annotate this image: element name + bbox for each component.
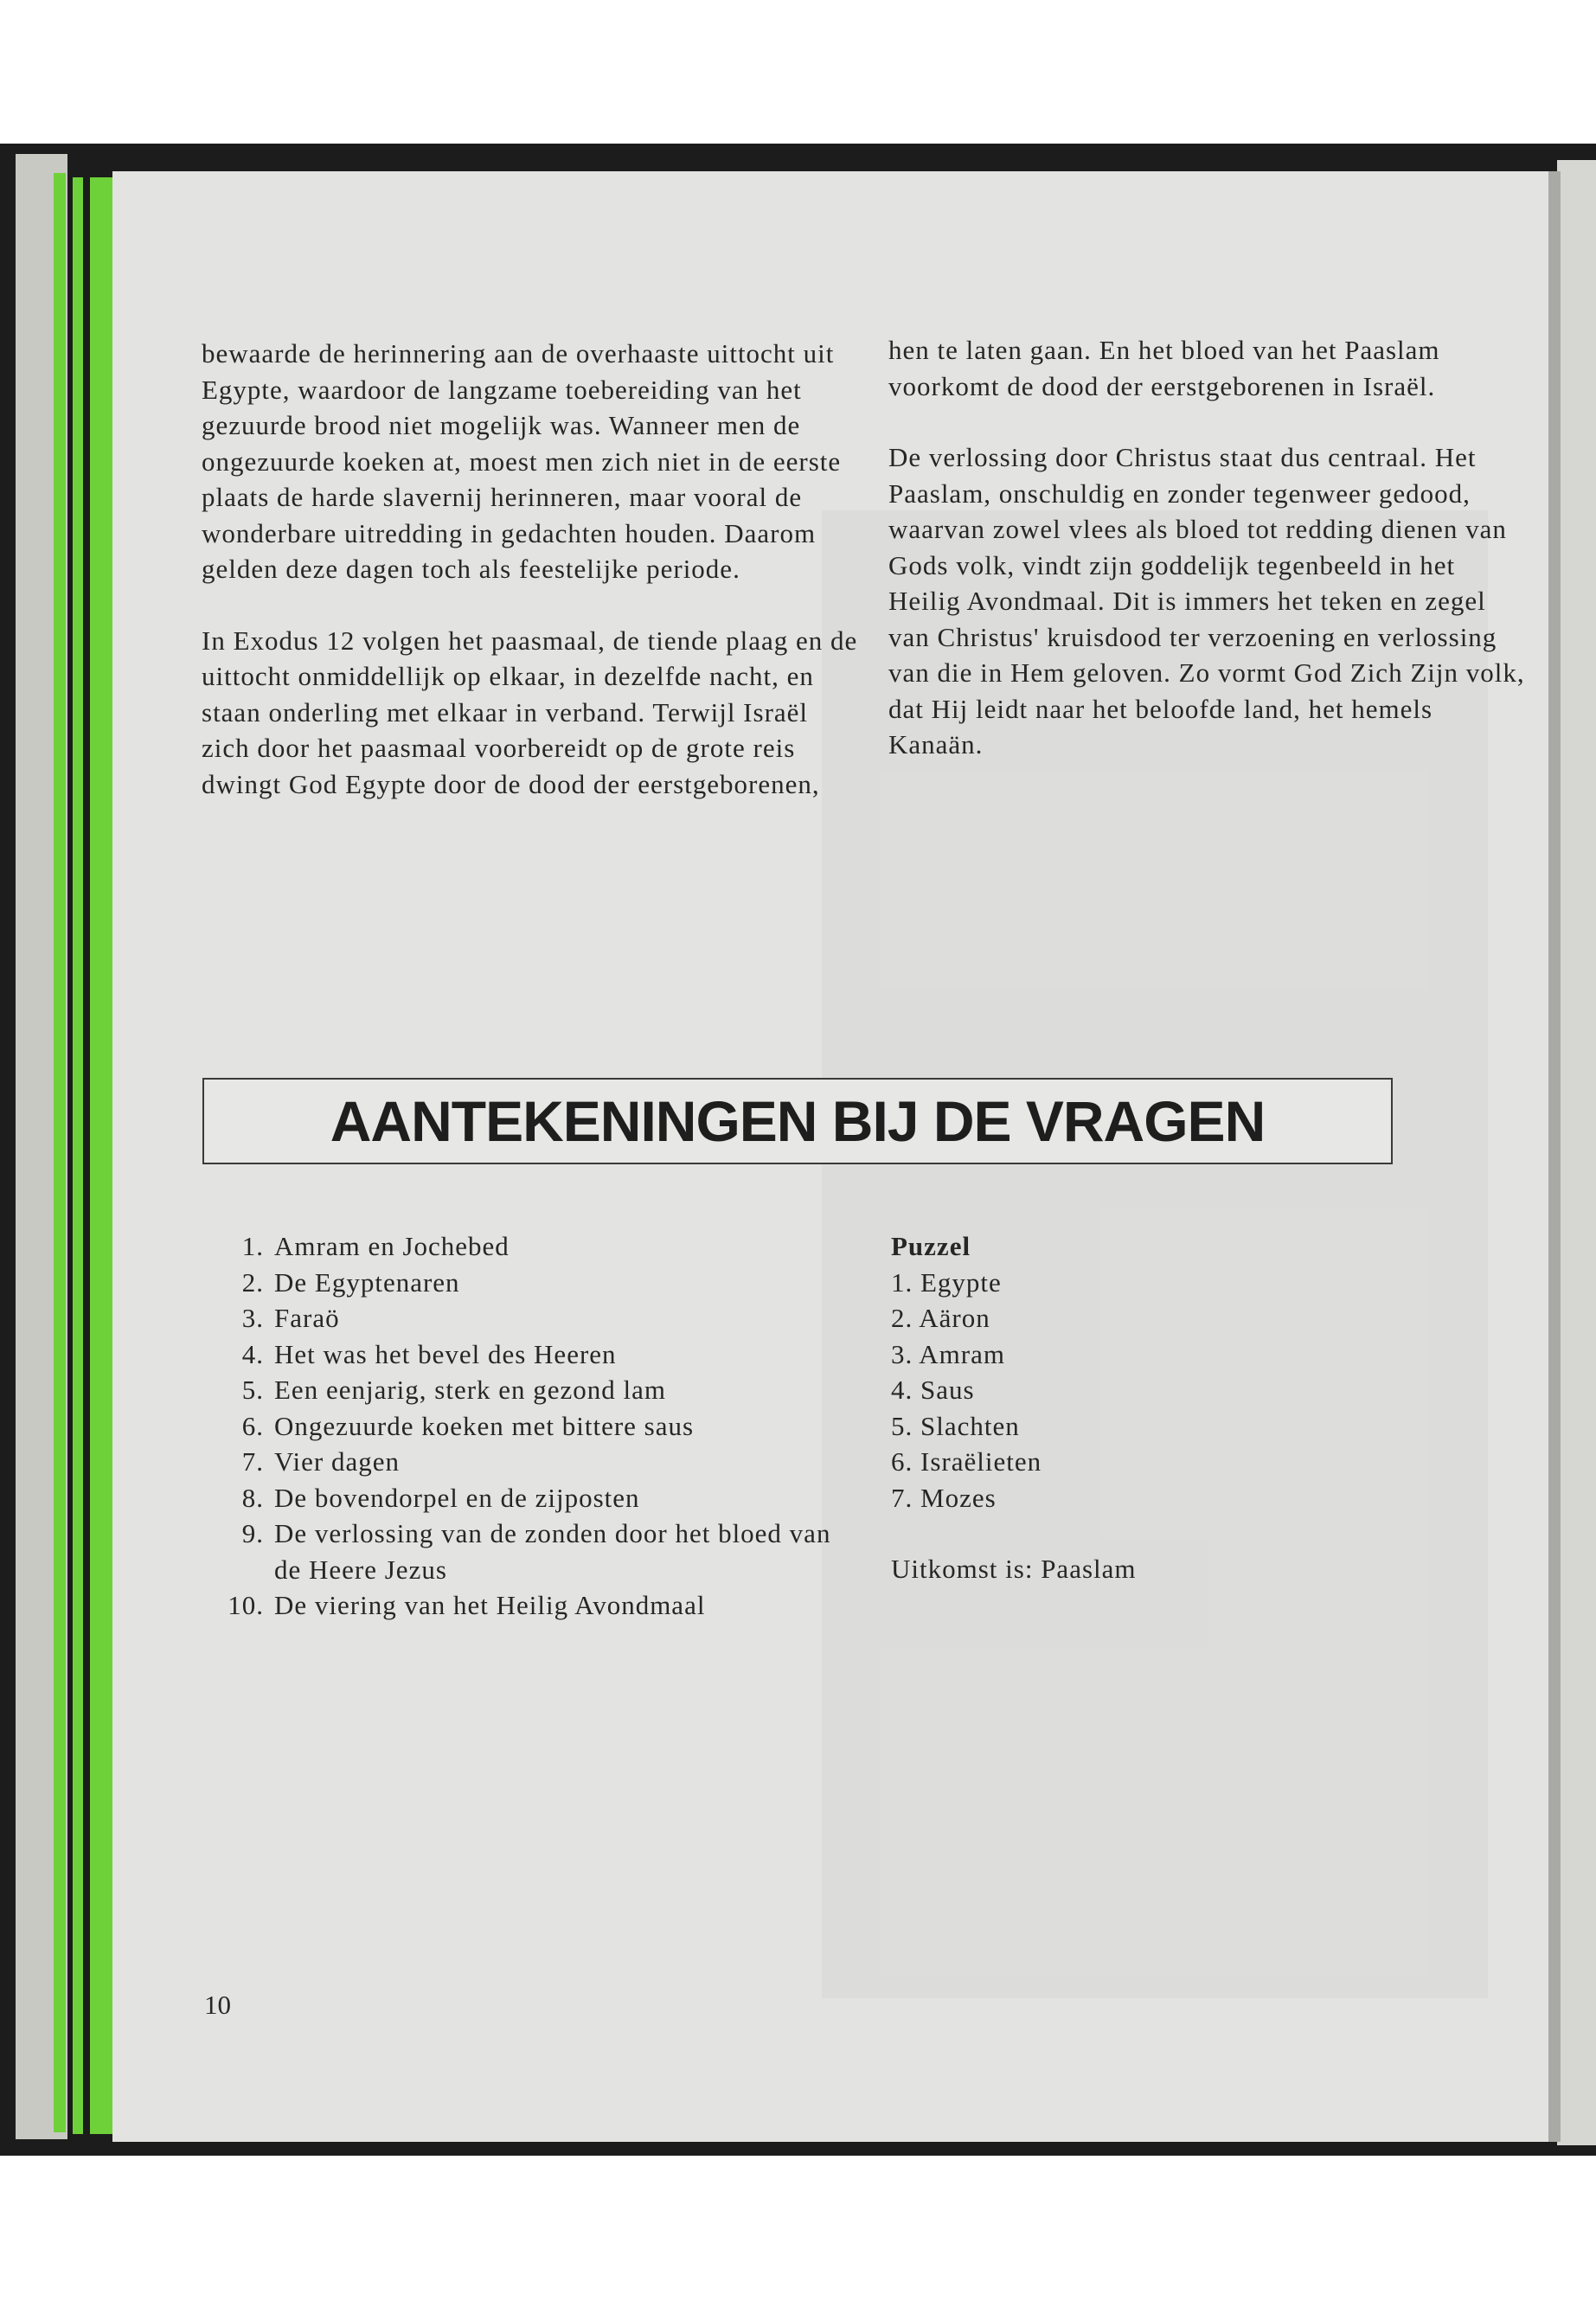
answer-number: 10. bbox=[228, 1590, 264, 1620]
right-paragraph-1: hen te laten gaan. En het bloed van het Paaslam voorkomt de dood der eerstgeborenen in Israël. bbox=[888, 335, 1440, 401]
answer-text: De viering van het Heilig Avondmaal bbox=[274, 1590, 706, 1620]
green-tab-edge-2 bbox=[73, 177, 83, 2134]
puzzle-block bbox=[891, 1228, 1324, 1587]
answer-text: Amram en Jochebed bbox=[274, 1231, 510, 1261]
answer-item bbox=[202, 1587, 859, 1624]
puzzle-item: 5. Slachten bbox=[891, 1410, 1020, 1441]
answer-number: 5. bbox=[241, 1375, 264, 1405]
answer-number: 1. bbox=[241, 1231, 264, 1261]
answer-text: Vier dagen bbox=[274, 1446, 400, 1477]
answer-number: 6. bbox=[241, 1410, 264, 1441]
answer-text: De verlossing van de zonden door het bloed van de Heere Jezus bbox=[274, 1518, 831, 1585]
answer-item bbox=[202, 1228, 859, 1265]
answer-text: Faraö bbox=[274, 1303, 340, 1333]
answer-number: 4. bbox=[241, 1338, 264, 1369]
green-tab-edge-1 bbox=[54, 173, 66, 2132]
answer-text: Ongezuurde koeken met bittere saus bbox=[274, 1410, 695, 1441]
answer-item bbox=[202, 1336, 859, 1373]
answer-text: Een eenjarig, sterk en gezond lam bbox=[274, 1375, 667, 1405]
answer-text: De bovendorpel en de zijposten bbox=[274, 1482, 640, 1513]
answer-number: 3. bbox=[241, 1303, 264, 1333]
puzzle-item: 4. Saus bbox=[891, 1375, 975, 1405]
puzzle-item: 7. Mozes bbox=[891, 1482, 997, 1513]
left-column-text bbox=[202, 336, 859, 837]
left-paragraph-1: bewaarde de herinnering aan de overhaaste uittocht uit Egypte, waardoor de langzame toebereiding van het gezuurde brood niet mogelijk was. Wanneer men de ongezuurde koeken at, moest men zich niet in de eerste plaats de harde slavernij herinneren, maar vooral de wonderbare uitredding in gedachten houden. Daarom gelden deze dagen toch als feestelijke periode. bbox=[202, 338, 842, 584]
answer-text: De Egyptenaren bbox=[274, 1266, 460, 1298]
next-page-edge bbox=[1557, 160, 1596, 2145]
answer-number: 7. bbox=[241, 1446, 264, 1477]
puzzle-item: 3. Amram bbox=[891, 1338, 1005, 1369]
answers-list bbox=[202, 1228, 859, 1624]
answer-item bbox=[202, 1372, 859, 1408]
left-paragraph-2: In Exodus 12 volgen het paasmaal, de tiende plaag en de uittocht onmiddellijk op elkaar, in dezelfde nacht, en staan onderling met elkaar in verband. Terwijl Israël zich door het paasmaal voorbereidt op de grote reis dwingt God Egypte door de dood der eerstgeborenen, bbox=[202, 625, 858, 799]
right-column-text bbox=[888, 332, 1529, 798]
answer-item bbox=[202, 1516, 859, 1587]
page-number: 10 bbox=[204, 1990, 231, 2020]
answer-item bbox=[202, 1300, 859, 1336]
answer-number: 2. bbox=[241, 1266, 264, 1298]
section-heading-box bbox=[202, 1078, 1393, 1164]
answer-item bbox=[202, 1480, 859, 1516]
section-heading: AANTEKENINGEN BIJ DE VRAGEN bbox=[330, 1089, 1266, 1153]
puzzle-title: Puzzel bbox=[891, 1231, 971, 1261]
puzzle-result: Uitkomst is: Paaslam bbox=[891, 1554, 1137, 1584]
puzzle-list bbox=[891, 1265, 1324, 1516]
puzzle-item: 6. Israëlieten bbox=[891, 1446, 1042, 1477]
right-paragraph-2: De verlossing door Christus staat dus centraal. Het Paaslam, onschuldig en zonder tegenweer gedood, waarvan zowel vlees als bloed tot redding dienen van Gods volk, vindt zijn goddelijk tegenbeeld in het Heilig Avondmaal. Dit is immers het teken en zegel van Christus' kruisdood ter verzoening en verlossing van die in Hem geloven. Zo vormt God Zich Zijn volk, dat Hij leidt naar het beloofde land, het hemels Kanaän. bbox=[888, 442, 1525, 760]
puzzle-item: 2. Aäron bbox=[891, 1303, 990, 1333]
answer-text: Het was het bevel des Heeren bbox=[274, 1338, 617, 1369]
answer-number: 8. bbox=[241, 1482, 264, 1513]
answer-item bbox=[202, 1408, 859, 1445]
page-fold-shadow bbox=[1548, 171, 1561, 2142]
answer-number: 9. bbox=[241, 1518, 264, 1548]
answer-item bbox=[202, 1444, 859, 1480]
puzzle-item: 1. Egypte bbox=[891, 1266, 1002, 1298]
green-tab-edge-3 bbox=[90, 177, 112, 2134]
answer-item bbox=[202, 1265, 859, 1301]
